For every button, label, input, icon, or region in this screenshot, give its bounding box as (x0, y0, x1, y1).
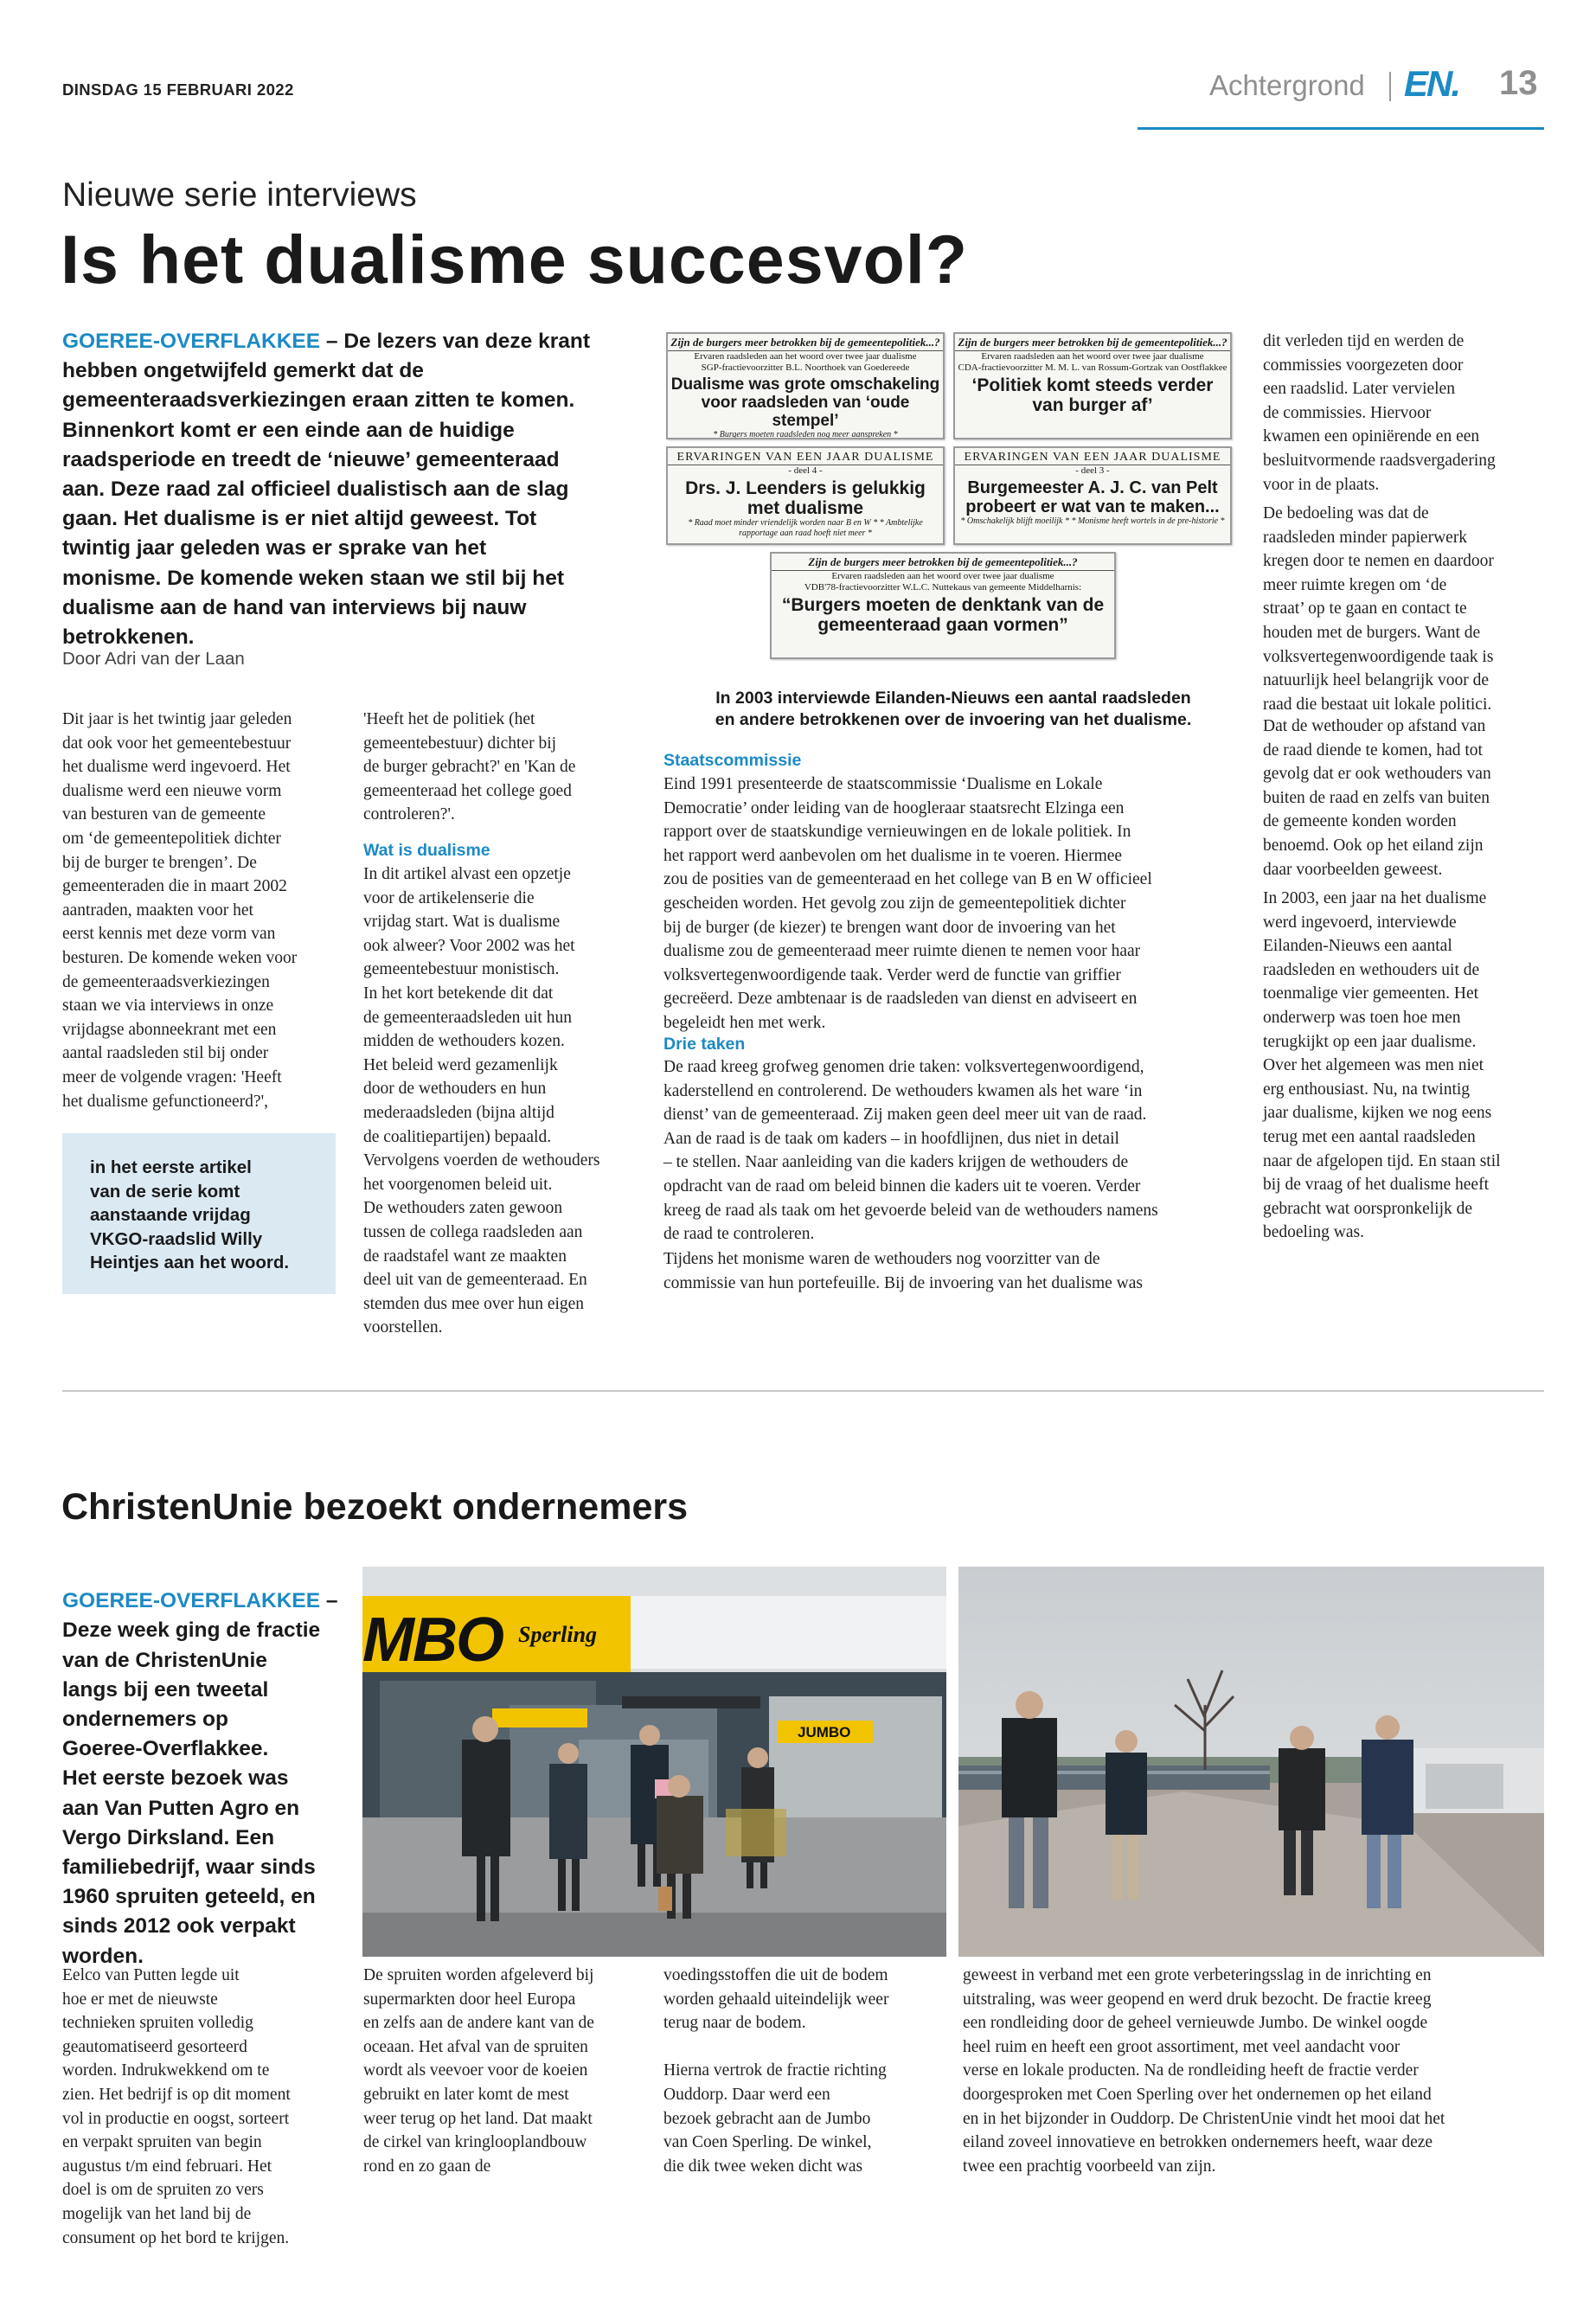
article-2-column-3: voedingsstoffen die uit de bodem worden gehaald uiteindelijk weer terug naar de bodem. Hierna vertrok de fractie richting Ouddorp. Daar werd een bezoek gebracht aan de Jumbo van Coen Sperling. De winkel, die dik twee weken dicht was (663, 1966, 889, 2176)
info-box (62, 1133, 336, 1294)
lead-2-placename: GOEREE-OVERFLAKKEE (62, 1589, 321, 1613)
article-column-2-body: In dit artikel alvast een opzetje voor de artikelenserie die vrijdag start. Wat is dualisme ook alweer? Voor 2002 was het gemeentebestuur monistisch. In het kort betekende dit dat de gemeenteraadsleden uit hun midden de wethouders kozen. Het beleid werd gezamenlijk door de wethouders en hun mederaadsleden (bijna altijd de coalitiepartijen) bepaald. Vervolgens voerden de wethouders het voorgenomen beleid uit. De wethouders zaten gewoon tussen de collega raadsleden aan de raadstafel want ze maakten deel uit van de gemeenteraad. En stemden dus mee over hun eigen voorstellen. (363, 865, 600, 1337)
lead-placename: GOEREE-OVERFLAKKEE (62, 330, 321, 353)
article-2-column-1: Eelco van Putten legde uit hoe er met de nieuwste technieken spruiten volledig geautomatiseerd gesorteerd worden. Indrukwekkend om te zien. Het bedrijf is op dit moment vol in productie en oogst, sorteert en verpakt spruiten van begin augustus t/m eind februari. Het doel is om de spruiten zo vers mogelijk van het land bij de consument op het bord te krijgen. (62, 1966, 291, 2247)
section-label: Achtergrond (1209, 69, 1365, 101)
byline: Door Adri van der Laan (62, 649, 245, 669)
clipping-4: ERVARINGEN VAN EEN JAAR DUALISME - deel 3 - Burgemeester A. J. C. van Pelt probeert er wat van te maken... * Omschakelijk blijft moeilijk * * Monisme heeft wortels in de pre-historie * (953, 446, 1232, 545)
article-column-3-drie-taken: De raad kreeg grofweg genomen drie taken: volksvertegenwoordigend, kaderstellend en controlerend. De wethouders kwamen als het ware ‘in dienst’ van de gemeenteraad. Zij maken geen deel meer uit van de raad. Aan de raad is de taak om kaders – in hoofdlijnen, dus niet in detail – te stellen. Naar aanleiding van die kaders krijgen de wethouders de opdracht van de raad om beleid binnen die kaders uit te voeren. Verder kreeg de raad als taak om het gevoerde beleid van de wethouders namens de raad te controleren. (663, 1058, 1158, 1244)
issue-date: DINSDAG 15 FEBRUARI 2022 (62, 80, 294, 99)
article-2-column-2: De spruiten worden afgeleverd bij supermarkten door heel Europa en zelfs aan de andere kant van de oceaan. Het afval van de spruiten wordt als veevoer voor de koeien gebruikt en later komt de mest weer terug op het land. Dat maakt de cirkel van kringlooplandbouw rond en zo gaan de (363, 1966, 594, 2176)
article-column-3-staatscommissie: Eind 1991 presenteerde de staatscommissie ‘Dualisme en Lokale Democratie’ onder leiding van de hoogleraar staatsrecht Elzinga een rapport over de staatskundige vernieuwingen en de lokale politiek. In het rapport werd aanbevolen om het dualisme in te voeren. Hiermee zou de posities van de gemeenteraad en het college van B en W officieel gescheiden worden. Het gevolg zou zijn de gemeentepolitiek dichter bij de burger (de kiezer) te brengen want door de invoering van het dualisme zou de gemeenteraad meer ruimte dienen te nemen voor haar volksvertegenwoordigende taak. Verder werd de functie van griffier gecreëerd. Deze ambtenaar is de raadsleden van dienst en adviseert en begeleidt hen met werk. (663, 775, 1152, 1032)
clipping-5: Zijn de burgers meer betrokken bij de gemeentepolitiek...? Ervaren raadsleden aan het woord over twee jaar dualisme VDB'78-fractievoorzitter W.L.C. Nuttekaus van gemeente Middelharnis: “Burgers moeten de denktank van de gemeenteraad gaan vormen” (770, 552, 1116, 659)
clipping-1: Zijn de burgers meer betrokken bij de gemeentepolitiek...? Ervaren raadsleden aan het woord over twee jaar dualisme SGP-fractievoorzitter B.L. Noorthoek van Goedereede Dualisme was grote omschakeling voor raadsleden van ‘oude stempel’ * Burgers moeten raadsleden nog meer aanspreken * (666, 332, 945, 439)
subhead-drie-taken: Drie taken (663, 1035, 746, 1054)
page-number: 13 (1499, 64, 1538, 102)
article-column-3-monisme: Tijdens het monisme waren de wethouders nog voorzitter van de commissie van hun portefeuille. Bij de invoering van het dualisme was (663, 1250, 1143, 1292)
article-column-1: Dit jaar is het twintig jaar geleden dat ook voor het gemeentebestuur het dualisme werd ingevoerd. Het dualisme werd een nieuwe vorm van besturen van de gemeente om ‘de gemeentepolitiek dichter bij de burger te brengen’. De gemeenteraden die in maart 2002 aantraden, maakten voor het eerst kennis met deze vorm van besturen. De komende weken voor de gemeenteraadsverkiezingen staan we via interviews in onze vrijdagse abonneekrant met een aantal raadsleden stil bij onder meer de volgende vragen: 'Heeft het dualisme gefunctioneerd?', (62, 710, 298, 1111)
subhead-staatscommissie: Staatscommissie (663, 751, 802, 770)
info-box-text: in het eerste artikel van de serie komt aanstaande vrijdag VKGO-raadslid Willy Heintjes aan het woord. (90, 1157, 290, 1272)
lead-2-text: – Deze week ging de fractie van de ChristenUnie langs bij een tweetal ondernemers op Goeree-Overflakkee. Het eerste bezoek was aan Van Putten Agro en Vergo Dirksland. Een familiebedrijf, waar sinds 1960 spruiten geteeld, en sinds 2012 ook verpakt worden. (62, 1589, 338, 1968)
outdoor-visit-scene (958, 1567, 1544, 1957)
clipping-3: ERVARINGEN VAN EEN JAAR DUALISME - deel 4 - Drs. J. Leenders is gelukkig met dualisme * Raad moet minder vriendelijk worden naar B en W * * Ambtelijke rapportage aan raad hoeft niet meer * (666, 446, 945, 545)
clipping-2: Zijn de burgers meer betrokken bij de gemeentepolitiek...? Ervaren raadsleden aan het woord over twee jaar dualisme CDA-fractievoorzitter M. M. L. van Rossum-Gortzak van Oostflakkee ‘Politiek komt steeds verder van burger af’ (953, 332, 1232, 439)
article-2-column-4: geweest in verband met een grote verbeteringsslag in de inrichting en uitstraling, was weer geopend en werd druk bezocht. De fractie kreeg een rondleiding door de geheel vernieuwde Jumbo. De winkel oogde heel ruim en heeft een groot assortiment, met veel aandacht voor verse en lokale producten. Na de rondleiding heeft de fractie verder doorgesproken met Coen Sperling over het ondernemen op het eiland en in het bijzonder in Ouddorp. De ChristenUnie vindt het mooi dat het eiland zoveel innovatieve en betrokken ondernemers heeft, waar deze twee een prachtig voorbeeld van zijn. (963, 1966, 1445, 2176)
article-2-lead (62, 1557, 348, 1971)
subhead-wat-is-dualisme: Wat is dualisme (363, 841, 490, 860)
article-column-2-intro: 'Heeft het de politiek (het gemeentebestuur) dichter bij de burger gebracht?' en 'Kan de gemeenteraad het college goed controleren?'. (363, 710, 576, 824)
photo-outdoor-visit (958, 1567, 1544, 1957)
article-title: Is het dualisme succesvol? (61, 221, 969, 298)
article-column-4-p4: In 2003, een jaar na het dualisme werd ingevoerd, interviewde Eilanden-Nieuws een aantal raadsleden en wethouders uit de toenmalige vier gemeenten. Het onderwerp was toen hoe men terugkijkt op een jaar dualisme. Over het algemeen was men niet erg enthousiast. Nu, na twintig jaar dualisme, kijken we nog eens terug met een aantal raadsleden naar de afgelopen tijd. En staan stil bij de vraag of het dualisme heeft gebracht wat oorspronkelijk de bedoeling was. (1263, 889, 1501, 1242)
article-lead (62, 327, 590, 652)
article-kicker: Nieuwe serie interviews (62, 176, 417, 214)
article-column-4-p2: De bedoeling was dat de raadsleden minder papierwerk kregen door te nemen en daardoor meer ruimte kregen om ‘de straat’ op te gaan en contact te houden met de burgers. Want de volksvertegenwoordigende taak is natuurlijk heel belangrijk voor de raad die bestaat uit lokale politici. (1263, 504, 1494, 714)
article-separator (62, 1390, 1544, 1392)
jumbo-sign-text: MBO (362, 1606, 503, 1675)
archive-clippings-image (664, 330, 1235, 663)
article-2-title: ChristenUnie bezoekt ondernemers (61, 1486, 689, 1528)
article-column-4-p1: dit verleden tijd en werden de commissies voorgezeten door een raadslid. Later vervielen de commissies. Hiervoor kwamen een opiniërende en een besluitvormende raadsvergadering voor in de plaats. (1263, 332, 1496, 494)
photo-jumbo-store (362, 1567, 946, 1957)
jumbo-sign-sperling: Sperling (518, 1622, 598, 1647)
eilanden-nieuws-logo: EN. (1404, 63, 1460, 104)
lead-text: – De lezers van deze krant hebben ongetwijfeld gemerkt dat de gemeenteraadsverkiezingen eraan zitten te komen. Binnenkort komt er een einde aan de huidige raadsperiode en treedt de ‘nieuwe’ gemeenteraad aan. Deze raad zal officieel dualistisch aan de slag gaan. Het dualisme is er niet altijd geweest. Tot twintig jaar geleden was er sprake van het monisme. De komende weken staan we stil bij het dualisme aan de hand van interviews bij nauw betrokkenen. (62, 330, 590, 650)
image-caption: In 2003 interviewde Eilanden-Nieuws een aantal raadsleden en andere betrokkenen over de invoering van het dualisme. (715, 689, 1192, 729)
jumbo-sign-small: JUMBO (798, 1724, 851, 1740)
header-rule (1138, 127, 1544, 130)
article-column-4-p3: Dat de wethouder op afstand van de raad diende te komen, had tot gevolg dat er ook wethouders van buiten de raad en zelfs van buiten de gemeente konden worden benoemd. Ook op het eiland zijn daar voorbeelden geweest. (1263, 717, 1491, 879)
header-divider (1389, 72, 1391, 101)
